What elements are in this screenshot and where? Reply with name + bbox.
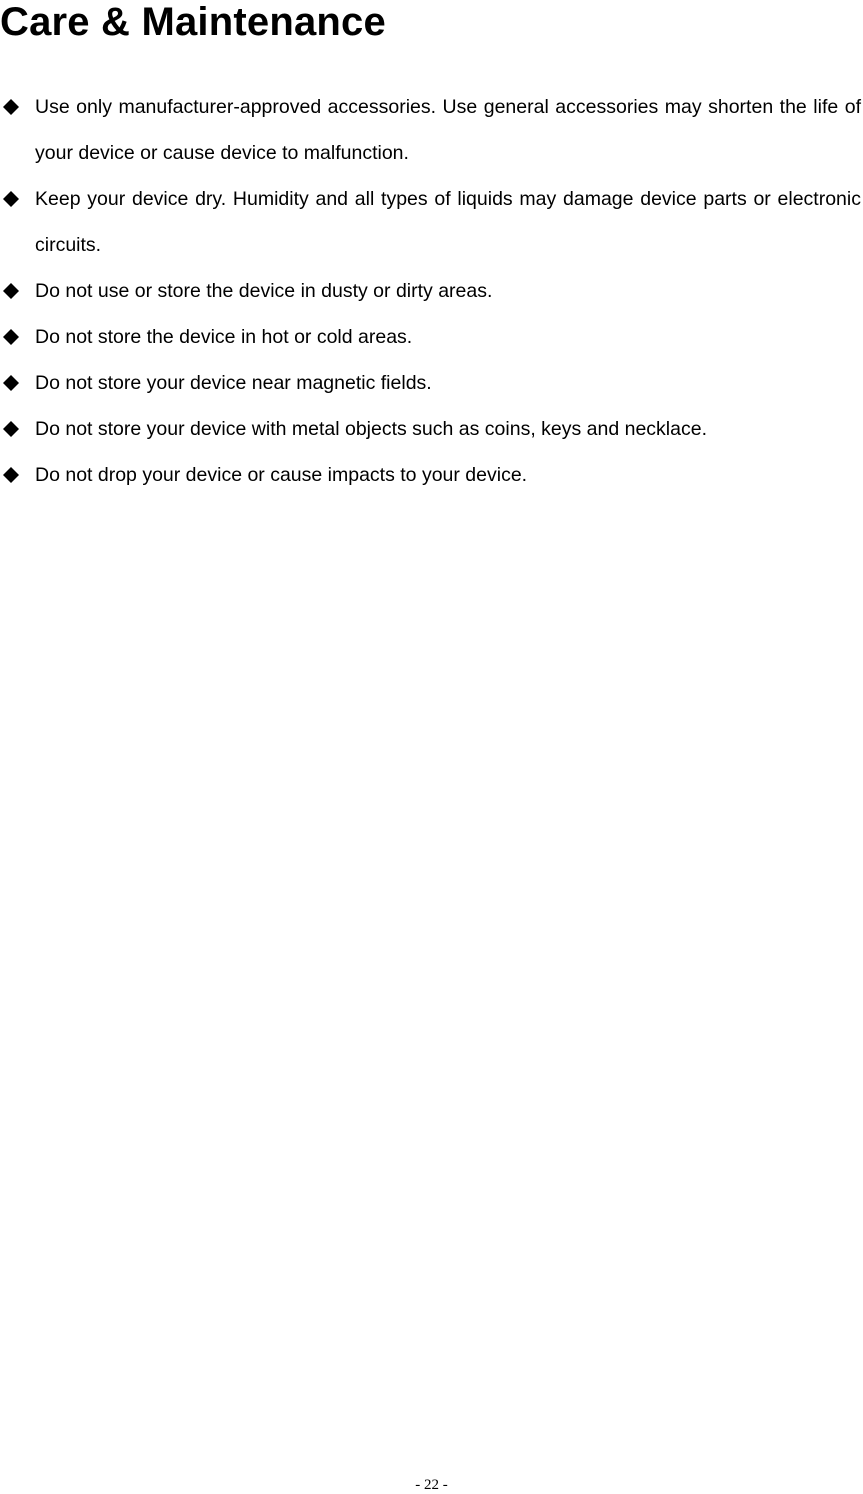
diamond-bullet-icon — [3, 467, 19, 483]
list-item-text: Do not use or store the device in dusty or dirty areas. — [35, 280, 493, 302]
page-title: Care & Maintenance — [0, 0, 386, 44]
list-item — [0, 406, 863, 452]
list-item — [0, 360, 863, 406]
list-item — [0, 176, 863, 268]
diamond-bullet-icon — [3, 99, 19, 115]
list-item-text: Do not drop your device or cause impacts to your device. — [35, 464, 528, 486]
page-number: - 22 - — [415, 1477, 448, 1493]
diamond-bullet-icon — [3, 375, 19, 391]
diamond-bullet-icon — [3, 283, 19, 299]
list-item-text: Do not store your device with metal objects such as coins, keys and necklace. — [35, 418, 707, 440]
list-item — [0, 452, 863, 498]
list-item-text: Do not store the device in hot or cold areas. — [35, 326, 413, 348]
list-item — [0, 84, 863, 176]
list-item — [0, 268, 863, 314]
diamond-bullet-icon — [3, 329, 19, 345]
list-item-text: Do not store your device near magnetic fields. — [35, 372, 432, 394]
diamond-bullet-icon — [3, 191, 19, 207]
list-item-text: Keep your device dry. Humidity and all types of liquids may damage device parts or electronic circuits. — [35, 188, 861, 256]
list-item-text: Use only manufacturer-approved accessories. Use general accessories may shorten the life of your device or cause device to malfunction. — [35, 96, 861, 164]
list-item — [0, 314, 863, 360]
diamond-bullet-icon — [3, 421, 19, 437]
maintenance-list — [0, 84, 863, 498]
